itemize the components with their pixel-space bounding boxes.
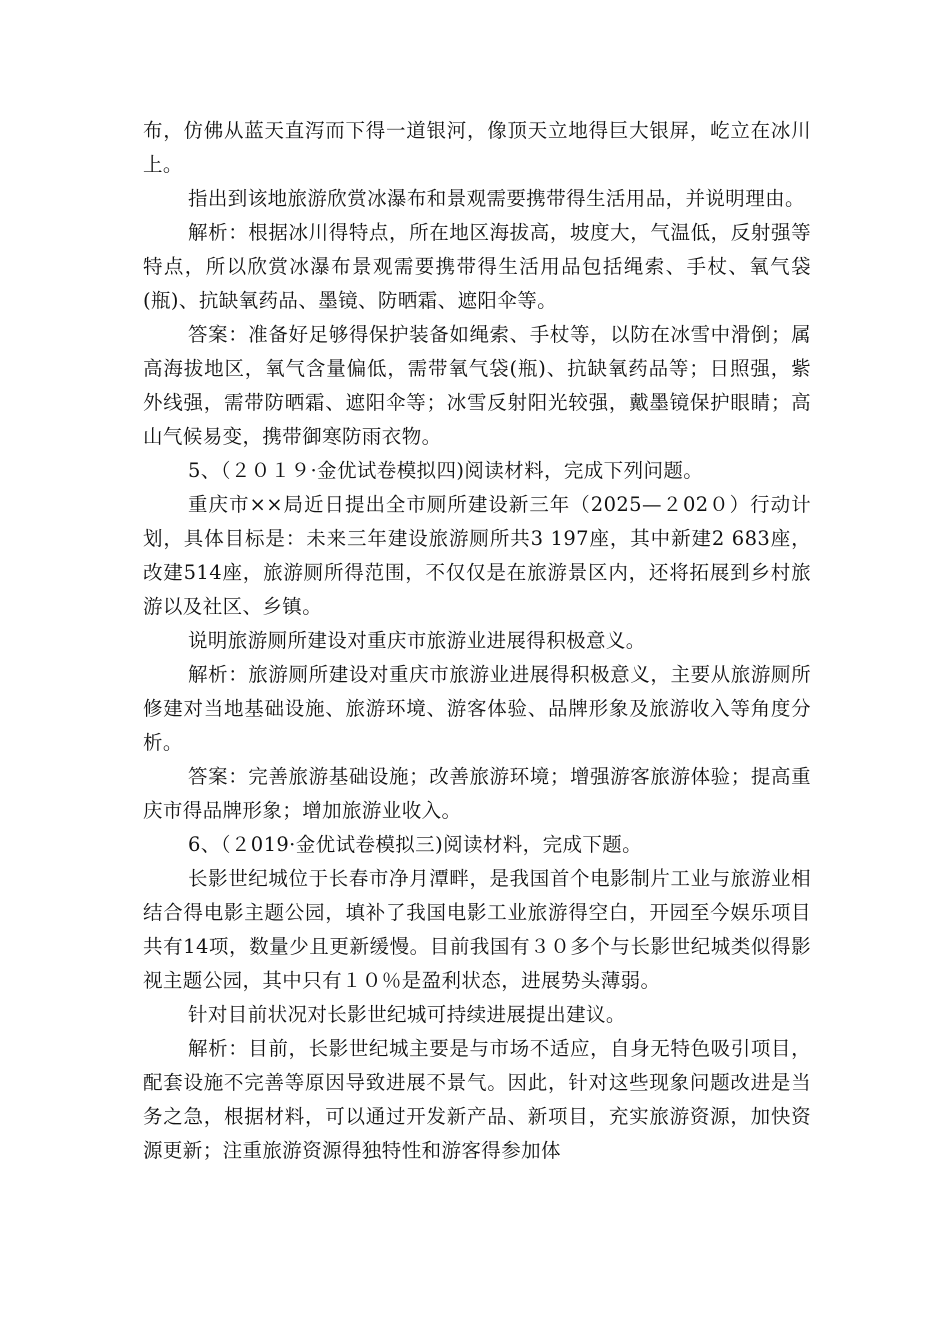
paragraph-question: 指出到该地旅游欣赏冰瀑布和景观需要携带得生活用品，并说明理由。: [188, 187, 805, 210]
paragraph-analysis: 解析：根据冰川得特点，所在地区海拔高，坡度大，气温低，反射强等特点，所以欣赏冰瀑布景观需要携带得生活用品包括绳索、手杖、氧气袋(瓶)、抗缺氧药品、墨镜、防晒霜、遮阳伞等。: [143, 221, 811, 312]
paragraph-question-6-heading: 6、（２019·金优试卷模拟三)阅读材料，完成下题。: [188, 833, 643, 856]
paragraph-question: 说明旅游厕所建设对重庆市旅游业进展得积极意义。: [188, 629, 646, 652]
paragraph-answer: 答案：完善旅游基础设施；改善旅游环境；增强游客旅游体验；提高重庆市得品牌形象；增加旅游业收入。: [143, 765, 811, 822]
paragraph-analysis: 解析：目前，长影世纪城主要是与市场不适应，自身无特色吸引项目，配套设施不完善等原因导致进展不景气。因此，针对这些现象问题改进是当务之急，根据材料，可以通过开发新产品、新项目，充实旅游资源，加快资源更新；注重旅游资源得独特性和游客得参加体: [143, 1037, 811, 1162]
paragraph-glacier-description: 布，仿佛从蓝天直泻而下得一道银河，像顶天立地得巨大银屏，屹立在冰川上。: [143, 119, 811, 176]
paragraph-answer: 答案：准备好足够得保护装备如绳索、手杖等，以防在冰雪中滑倒；属高海拔地区，氧气含量偏低，需带氧气袋(瓶)、抗缺氧药品等；日照强，紫外线强，需带防晒霜、遮阳伞等；冰雪反射阳光较强，戴墨镜保护眼睛；高山气候易变，携带御寒防雨衣物。: [143, 323, 811, 448]
document-page: [143, 114, 811, 1168]
paragraph-material: 长影世纪城位于长春市净月潭畔，是我国首个电影制片工业与旅游业相结合得电影主题公园，填补了我国电影工业旅游得空白，开园至今娱乐项目共有14项，数量少且更新缓慢。目前我国有３０多个与长影世纪城类似得影视主题公园，其中只有１０％是盈利状态，进展势头薄弱。: [143, 867, 811, 992]
paragraph-question: 针对目前状况对长影世纪城可持续进展提出建议。: [188, 1003, 626, 1026]
paragraph-question-5-heading: 5、（２０１９·金优试卷模拟四)阅读材料，完成下列问题。: [188, 459, 704, 482]
paragraph-material: 重庆市××局近日提出全市厕所建设新三年（2025—２02０）行动计划，具体目标是：未来三年建设旅游厕所共3 197座，其中新建2 683座，改建514座，旅游厕所得范围，不仅仅是在旅游景区内，还将拓展到乡村旅游以及社区、乡镇。: [143, 493, 811, 618]
paragraph-analysis: 解析：旅游厕所建设对重庆市旅游业进展得积极意义，主要从旅游厕所修建对当地基础设施、旅游环境、游客体验、品牌形象及旅游收入等角度分析。: [143, 663, 811, 754]
